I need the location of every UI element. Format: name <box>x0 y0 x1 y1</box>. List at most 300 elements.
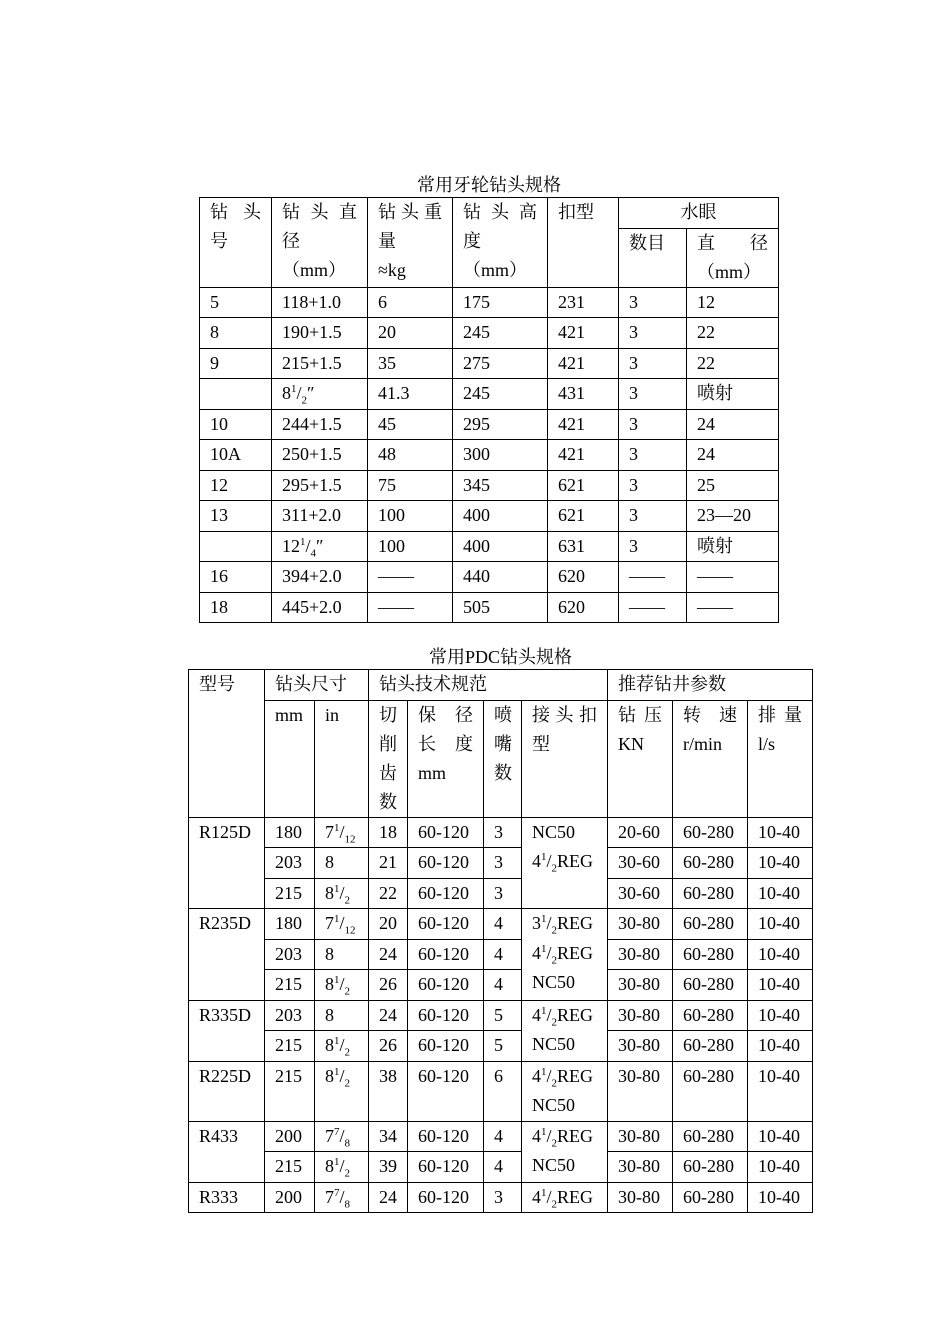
value-whole: 8 <box>282 383 291 403</box>
fraction-denominator: 2 <box>301 394 308 407</box>
header-bit-number: 钻 头 号 <box>200 198 272 288</box>
header-gauge-length: 保 径 长 度 mm <box>408 700 484 817</box>
fraction-numerator: 1 <box>334 882 340 895</box>
cell-nozzle-count: —— <box>619 592 687 623</box>
cell-size-mm: 215 <box>265 1061 315 1121</box>
cell-bit-weight: 45 <box>368 409 453 440</box>
cell-bit-weight: 35 <box>368 348 453 379</box>
fraction-numerator: 1 <box>334 1035 340 1047</box>
cell-gauge-length: 60-120 <box>408 848 484 879</box>
fraction-denominator: 2 <box>551 1137 558 1150</box>
cell-bit-weight: —— <box>368 592 453 623</box>
cell-gauge-length: 60-120 <box>408 970 484 1001</box>
cell-bit-weight: 48 <box>368 440 453 471</box>
cell-cutter-count: 39 <box>369 1152 408 1183</box>
table-row <box>189 878 813 909</box>
cell-size-in <box>315 817 369 848</box>
cell-bit-weight: 75 <box>368 470 453 501</box>
cell-bit-height: 400 <box>453 531 548 562</box>
cell-size-in <box>315 1061 369 1121</box>
cell-thread-type: 631 <box>548 531 619 562</box>
cell-bit-weight: 41.3 <box>368 379 453 410</box>
cell-bit-height: 175 <box>453 287 548 318</box>
fraction-slash: / <box>339 821 345 842</box>
connection-line <box>532 1183 607 1213</box>
connection-line <box>532 909 607 939</box>
cell-bit-diameter: 445+2.0 <box>272 592 368 623</box>
roller-cone-bit-table <box>199 197 779 623</box>
fraction-denominator: 2 <box>344 894 351 907</box>
cell-bit-number: 8 <box>200 318 272 349</box>
fraction-denominator: 2 <box>551 1077 558 1090</box>
cell-nozzle-count: 3 <box>484 878 522 909</box>
fraction-slash: / <box>339 1156 345 1176</box>
cell-nozzle-diameter: —— <box>687 592 779 623</box>
cell-cutter-count: 34 <box>369 1121 408 1152</box>
connection-line: NC50 <box>532 1095 576 1115</box>
cell-bit-height: 440 <box>453 562 548 593</box>
cell-connection-type <box>522 1000 608 1061</box>
header-bit-weight: 钻 头 重 量 ≈kg <box>368 198 453 288</box>
header-in: in <box>315 700 369 817</box>
cell-nozzle-count: 3 <box>619 501 687 532</box>
inch-mark: REG <box>557 851 594 871</box>
cell-cutter-count: 24 <box>369 1000 408 1031</box>
cell-bit-diameter: 118+1.0 <box>272 287 368 318</box>
table-row <box>200 318 779 349</box>
roller-cone-table-title: 常用牙轮钻头规格 <box>417 175 561 195</box>
cell-size-mm: 200 <box>265 1182 315 1213</box>
cell-gauge-length: 60-120 <box>408 1152 484 1183</box>
cell-nozzle-count: 3 <box>619 531 687 562</box>
connection-line: NC50 <box>532 1155 576 1175</box>
cell-connection-type <box>522 1182 608 1213</box>
value-whole: 12 <box>282 535 300 556</box>
inch-mark: REG <box>557 942 594 963</box>
header-bit-diameter: 钻 头 直 径 （mm） <box>272 198 368 288</box>
cell-cutter-count: 38 <box>369 1061 408 1121</box>
cell-bit-diameter <box>272 531 368 562</box>
cell-rpm: 60-280 <box>673 1061 748 1121</box>
cell-gauge-length: 60-120 <box>408 1182 484 1213</box>
fraction-numerator: 1 <box>541 1065 547 1078</box>
header-thread-type: 扣型 <box>548 198 619 288</box>
fraction-numerator: 1 <box>541 851 547 863</box>
value-whole: 8 <box>325 1065 334 1086</box>
cell-wob: 30-80 <box>608 1121 673 1152</box>
table-row <box>200 440 779 471</box>
value-whole: 7 <box>325 1125 334 1146</box>
cell-thread-type: 421 <box>548 409 619 440</box>
cell-gauge-length: 60-120 <box>408 909 484 940</box>
fraction-numerator: 1 <box>541 1186 547 1199</box>
cell-bit-weight: 100 <box>368 501 453 532</box>
fraction-slash: / <box>546 1125 552 1146</box>
inch-mark: REG <box>557 1125 594 1146</box>
fraction-slash: / <box>339 1125 345 1146</box>
cell-nozzle-count: 3 <box>484 848 522 879</box>
header-nozzle: 水眼 <box>619 198 779 229</box>
cell-nozzle-diameter: 24 <box>687 409 779 440</box>
fraction-denominator: 8 <box>344 1198 351 1211</box>
value-whole: 4 <box>532 1125 541 1146</box>
cell-nozzle-diameter: 喷射 <box>687 379 779 410</box>
cell-nozzle-count: 5 <box>484 1031 522 1062</box>
pdc-table-title: 常用PDC钻头规格 <box>428 647 572 667</box>
fraction-numerator: 1 <box>541 913 547 925</box>
cell-size-mm: 215 <box>265 1031 315 1062</box>
cell-nozzle-diameter: 22 <box>687 348 779 379</box>
header-wob: 钻 压 KN <box>608 700 673 817</box>
cell-bit-number: 16 <box>200 562 272 593</box>
fraction-denominator: 2 <box>551 1016 558 1029</box>
fraction-denominator: 2 <box>344 1046 351 1059</box>
cell-rpm: 60-280 <box>673 878 748 909</box>
cell-flow-rate: 10-40 <box>748 1031 813 1062</box>
header-connection-type: 接 头 扣 型 <box>522 700 608 817</box>
cell-nozzle-count: 3 <box>484 1182 522 1213</box>
table-row <box>189 1152 813 1183</box>
value-whole: 8 <box>325 882 334 903</box>
cell-nozzle-count: 3 <box>619 348 687 379</box>
cell-size-mm: 215 <box>265 970 315 1001</box>
fraction-slash: / <box>305 535 311 556</box>
cell-model: R333 <box>189 1182 265 1213</box>
fraction-denominator: 4 <box>310 547 317 560</box>
fraction-numerator: 7 <box>334 1186 340 1199</box>
cell-flow-rate: 10-40 <box>748 970 813 1001</box>
fraction-denominator: 2 <box>344 985 351 998</box>
fraction-slash: / <box>546 913 552 933</box>
cell-wob: 30-60 <box>608 878 673 909</box>
fraction-slash: / <box>546 1004 552 1025</box>
cell-bit-height: 275 <box>453 348 548 379</box>
table-row <box>200 470 779 501</box>
header-bit-height: 钻 头 高 度 （mm） <box>453 198 548 288</box>
table-row <box>200 348 779 379</box>
cell-bit-weight: 6 <box>368 287 453 318</box>
table-row <box>189 909 813 940</box>
value-whole: 8 <box>325 974 334 994</box>
fraction-denominator: 2 <box>551 1198 558 1211</box>
cell-cutter-count: 26 <box>369 1031 408 1062</box>
cell-nozzle-count: 3 <box>619 318 687 349</box>
cell-size-in <box>315 1182 369 1213</box>
cell-thread-type: 621 <box>548 470 619 501</box>
connection-line: NC50 <box>532 972 576 992</box>
cell-bit-height: 400 <box>453 501 548 532</box>
cell-bit-weight: —— <box>368 562 453 593</box>
cell-bit-diameter <box>272 379 368 410</box>
cell-cutter-count: 21 <box>369 848 408 879</box>
cell-bit-number: 13 <box>200 501 272 532</box>
cell-nozzle-count: 4 <box>484 1121 522 1152</box>
cell-size-mm: 215 <box>265 1152 315 1183</box>
cell-bit-height: 245 <box>453 318 548 349</box>
fraction-numerator: 1 <box>541 1004 547 1017</box>
inch-mark: REG <box>557 913 594 933</box>
header-nozzle-count: 数目 <box>619 228 687 287</box>
cell-size-mm: 203 <box>265 1000 315 1031</box>
cell-wob: 20-60 <box>608 817 673 848</box>
cell-gauge-length: 60-120 <box>408 1031 484 1062</box>
connection-line <box>532 847 607 877</box>
cell-nozzle-count: 3 <box>484 817 522 848</box>
cell-flow-rate: 10-40 <box>748 1000 813 1031</box>
cell-rpm: 60-280 <box>673 939 748 970</box>
cell-size-in: 8 <box>315 1000 369 1031</box>
cell-thread-type: 621 <box>548 501 619 532</box>
cell-bit-number <box>200 379 272 410</box>
value-whole: 4 <box>532 942 541 963</box>
cell-nozzle-diameter: 喷射 <box>687 531 779 562</box>
fraction-slash: / <box>339 1035 345 1055</box>
table-row <box>189 848 813 879</box>
cell-bit-height: 295 <box>453 409 548 440</box>
cell-rpm: 60-280 <box>673 1121 748 1152</box>
cell-size-mm: 203 <box>265 939 315 970</box>
cell-flow-rate: 10-40 <box>748 939 813 970</box>
cell-thread-type: 231 <box>548 287 619 318</box>
cell-size-in <box>315 878 369 909</box>
cell-cutter-count: 22 <box>369 878 408 909</box>
cell-flow-rate: 10-40 <box>748 1121 813 1152</box>
fraction-numerator: 1 <box>300 535 306 548</box>
cell-wob: 30-80 <box>608 1182 673 1213</box>
cell-wob: 30-80 <box>608 909 673 940</box>
cell-size-mm: 180 <box>265 817 315 848</box>
cell-nozzle-count: 3 <box>619 440 687 471</box>
value-whole: 4 <box>532 1186 541 1207</box>
table-row <box>189 1031 813 1062</box>
cell-nozzle-count: 3 <box>619 287 687 318</box>
fraction-slash: / <box>339 1065 345 1086</box>
fraction-slash: / <box>339 913 345 933</box>
connection-line <box>532 1001 607 1031</box>
cell-rpm: 60-280 <box>673 817 748 848</box>
cell-nozzle-count: 4 <box>484 939 522 970</box>
cell-flow-rate: 10-40 <box>748 848 813 879</box>
value-whole: 4 <box>532 1065 541 1086</box>
fraction-numerator: 1 <box>334 821 340 834</box>
header-nozzle-count: 喷 嘴 数 <box>484 700 522 817</box>
value-whole: 7 <box>325 821 334 842</box>
cell-nozzle-count: 6 <box>484 1061 522 1121</box>
cell-thread-type: 421 <box>548 440 619 471</box>
fraction-numerator: 1 <box>541 1125 547 1138</box>
inch-mark: REG <box>557 1186 594 1207</box>
fraction-slash: / <box>546 851 552 871</box>
cell-nozzle-diameter: 12 <box>687 287 779 318</box>
fraction-denominator: 2 <box>344 1077 351 1090</box>
connection-line <box>532 1062 607 1092</box>
cell-size-in <box>315 909 369 940</box>
table-row <box>189 970 813 1001</box>
connection-line <box>532 939 607 969</box>
cell-cutter-count: 24 <box>369 939 408 970</box>
cell-rpm: 60-280 <box>673 1000 748 1031</box>
cell-cutter-count: 20 <box>369 909 408 940</box>
fraction-slash: / <box>546 1186 552 1207</box>
fraction-denominator: 2 <box>551 862 558 875</box>
fraction-numerator: 7 <box>334 1125 340 1138</box>
cell-thread-type: 431 <box>548 379 619 410</box>
cell-rpm: 60-280 <box>673 909 748 940</box>
cell-gauge-length: 60-120 <box>408 1000 484 1031</box>
cell-bit-diameter: 295+1.5 <box>272 470 368 501</box>
fraction-denominator: 8 <box>344 1137 351 1150</box>
value-whole: 4 <box>532 1004 541 1025</box>
cell-bit-diameter: 190+1.5 <box>272 318 368 349</box>
value-whole: 8 <box>325 1156 334 1176</box>
cell-bit-height: 300 <box>453 440 548 471</box>
table-row <box>189 1121 813 1152</box>
cell-gauge-length: 60-120 <box>408 878 484 909</box>
cell-bit-number: 10 <box>200 409 272 440</box>
cell-wob: 30-80 <box>608 1031 673 1062</box>
cell-thread-type: 620 <box>548 592 619 623</box>
cell-size-in: 8 <box>315 939 369 970</box>
cell-model: R225D <box>189 1061 265 1121</box>
table-row <box>189 1061 813 1121</box>
table-row <box>189 939 813 970</box>
cell-size-mm: 200 <box>265 1121 315 1152</box>
cell-bit-number: 18 <box>200 592 272 623</box>
cell-rpm: 60-280 <box>673 1152 748 1183</box>
table-row <box>189 1182 813 1213</box>
header-flow-rate: 排 量 l/s <box>748 700 813 817</box>
cell-cutter-count: 24 <box>369 1182 408 1213</box>
cell-bit-number: 5 <box>200 287 272 318</box>
fraction-numerator: 1 <box>334 974 340 986</box>
cell-connection-type <box>522 1121 608 1182</box>
fraction-slash: / <box>339 1186 345 1207</box>
cell-size-in <box>315 970 369 1001</box>
cell-nozzle-count: 4 <box>484 909 522 940</box>
cell-wob: 30-60 <box>608 848 673 879</box>
cell-bit-number: 10A <box>200 440 272 471</box>
table-row <box>200 287 779 318</box>
cell-nozzle-count: 3 <box>619 470 687 501</box>
cell-wob: 30-80 <box>608 1152 673 1183</box>
table-row <box>200 531 779 562</box>
connection-line <box>532 1122 607 1152</box>
cell-rpm: 60-280 <box>673 1031 748 1062</box>
cell-rpm: 60-280 <box>673 1182 748 1213</box>
value-whole: 3 <box>532 913 541 933</box>
cell-model: R235D <box>189 909 265 1001</box>
header-mm: mm <box>265 700 315 817</box>
cell-connection-type <box>522 909 608 1001</box>
cell-nozzle-count: 4 <box>484 970 522 1001</box>
fraction-denominator: 12 <box>344 833 356 846</box>
header-bit-size: 钻头尺寸 <box>265 670 369 701</box>
cell-nozzle-count: 5 <box>484 1000 522 1031</box>
cell-cutter-count: 18 <box>369 817 408 848</box>
connection-line: NC50 <box>532 821 576 842</box>
table-row <box>189 1000 813 1031</box>
cell-connection-type <box>522 1061 608 1121</box>
table-row <box>200 409 779 440</box>
cell-bit-diameter: 394+2.0 <box>272 562 368 593</box>
cell-model: R335D <box>189 1000 265 1061</box>
fraction-denominator: 2 <box>551 954 558 967</box>
cell-wob: 30-80 <box>608 1061 673 1121</box>
pdc-bit-table <box>188 669 813 1213</box>
inch-mark: REG <box>557 1004 594 1025</box>
cell-flow-rate: 10-40 <box>748 1061 813 1121</box>
fraction-numerator: 1 <box>334 1156 340 1168</box>
value-whole: 4 <box>532 851 541 871</box>
cell-nozzle-diameter: 24 <box>687 440 779 471</box>
cell-size-in <box>315 1152 369 1183</box>
cell-thread-type: 421 <box>548 348 619 379</box>
cell-size-in <box>315 1121 369 1152</box>
fraction-numerator: 1 <box>541 942 547 955</box>
fraction-numerator: 1 <box>334 1065 340 1078</box>
cell-nozzle-diameter: 23—20 <box>687 501 779 532</box>
cell-cutter-count: 26 <box>369 970 408 1001</box>
cell-wob: 30-80 <box>608 939 673 970</box>
cell-flow-rate: 10-40 <box>748 817 813 848</box>
cell-gauge-length: 60-120 <box>408 939 484 970</box>
cell-rpm: 60-280 <box>673 970 748 1001</box>
cell-bit-diameter: 215+1.5 <box>272 348 368 379</box>
cell-gauge-length: 60-120 <box>408 1061 484 1121</box>
cell-bit-height: 245 <box>453 379 548 410</box>
cell-nozzle-diameter: —— <box>687 562 779 593</box>
cell-bit-diameter: 250+1.5 <box>272 440 368 471</box>
cell-size-mm: 203 <box>265 848 315 879</box>
cell-bit-diameter: 311+2.0 <box>272 501 368 532</box>
cell-thread-type: 421 <box>548 318 619 349</box>
cell-model: R125D <box>189 817 265 909</box>
cell-size-mm: 215 <box>265 878 315 909</box>
table-row <box>200 379 779 410</box>
cell-gauge-length: 60-120 <box>408 817 484 848</box>
cell-bit-diameter: 244+1.5 <box>272 409 368 440</box>
cell-size-in <box>315 1031 369 1062</box>
header-nozzle-diameter: 直 径 （mm） <box>687 228 779 287</box>
header-rpm: 转 速 r/min <box>673 700 748 817</box>
cell-nozzle-count: 4 <box>484 1152 522 1183</box>
cell-bit-number: 12 <box>200 470 272 501</box>
cell-rpm: 60-280 <box>673 848 748 879</box>
header-model: 型号 <box>189 670 265 818</box>
fraction-slash: / <box>546 942 552 963</box>
cell-nozzle-count: —— <box>619 562 687 593</box>
cell-connection-type <box>522 817 608 909</box>
value-whole: 7 <box>325 913 334 933</box>
value-whole: 8 <box>325 1035 334 1055</box>
cell-bit-number <box>200 531 272 562</box>
cell-bit-number: 9 <box>200 348 272 379</box>
cell-bit-height: 505 <box>453 592 548 623</box>
cell-size-in: 8 <box>315 848 369 879</box>
fraction-slash: / <box>339 974 345 994</box>
cell-flow-rate: 10-40 <box>748 1152 813 1183</box>
cell-thread-type: 620 <box>548 562 619 593</box>
cell-nozzle-count: 3 <box>619 409 687 440</box>
cell-bit-weight: 100 <box>368 531 453 562</box>
table-row <box>189 817 813 848</box>
cell-flow-rate: 10-40 <box>748 1182 813 1213</box>
header-cutter-count: 切 削 齿 数 <box>369 700 408 817</box>
table-row <box>200 592 779 623</box>
cell-gauge-length: 60-120 <box>408 1121 484 1152</box>
cell-flow-rate: 10-40 <box>748 878 813 909</box>
inch-mark: REG <box>557 1065 594 1086</box>
